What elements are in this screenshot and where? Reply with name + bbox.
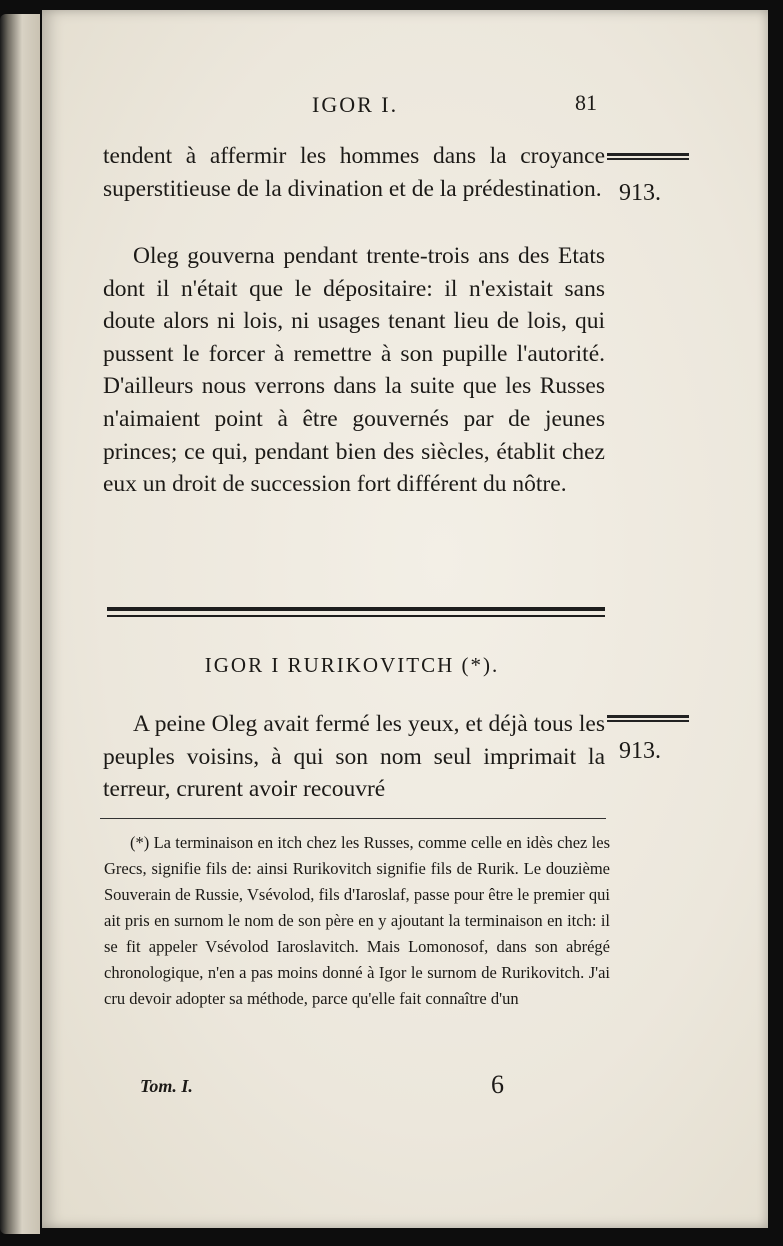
paragraph-2: [103, 240, 605, 501]
book-edge: [0, 14, 40, 1234]
page-number: 81: [575, 90, 597, 115]
book-page: [42, 10, 768, 1228]
paragraph-2-text: Oleg gouverna pendant trente-trois ans des Etats dont il n'était que le dépositaire: il n'existait sans doute alors ni lois, ni usages tenant lieu de lois, qui pussent le forcer à remettre à son pupille l'autorité. D'ailleurs nous verrons dans la suite que les Russes n'aimaient point à être gouvernés par de jeunes princes; ce qui, pendant bien des siècles, établit chez eux un droit de succession fort différent du nôtre.: [103, 243, 605, 498]
paragraph-1: [103, 140, 605, 205]
paragraph-3: [103, 708, 605, 806]
paragraph-3-text: A peine Oleg avait fermé les yeux, et déjà tous les peuples voisins, à qui son nom seul imprimait la terreur, crurent avoir recouvré: [103, 711, 605, 803]
sheet-signature: 6: [491, 1070, 504, 1099]
paragraph-1-text: tendent à affermir les hommes dans la croyance superstitieuse de la divination et de la prédestination.: [103, 143, 605, 202]
footnote-rule: [100, 818, 606, 819]
footnote-text: (*) La terminaison en itch chez les Russes, comme celle en idès chez les Grecs, signifie fils de: ainsi Rurikovitch signifie fils de Rurik. Le douzième Souverain de Russie, Vsévolod, fils d'Iaroslaf, passe pour être le premier qui ait pris en surnom le nom de son père en y ajoutant la terminaison en itch: il se fit appeler Vsévolod Iaroslavitch. Mais Lomonosof, dans son abrégé chronologique, n'en a pas moins donné à Igor le surnom de Rurikovitch. J'ai cru devoir adopter sa méthode, parce qu'elle fait connaître d'un: [104, 833, 610, 1008]
footnote: [104, 830, 610, 1012]
margin-date-2: 913.: [619, 738, 661, 764]
margin-date-1: 913.: [619, 180, 661, 206]
volume-signature: Tom. I.: [140, 1076, 193, 1096]
section-title: IGOR I RURIKOVITCH (*).: [204, 653, 500, 677]
margin-rule-1: [607, 153, 689, 160]
running-head: IGOR I.: [312, 92, 399, 117]
section-divider: [107, 607, 605, 617]
margin-rule-2: [607, 715, 689, 722]
